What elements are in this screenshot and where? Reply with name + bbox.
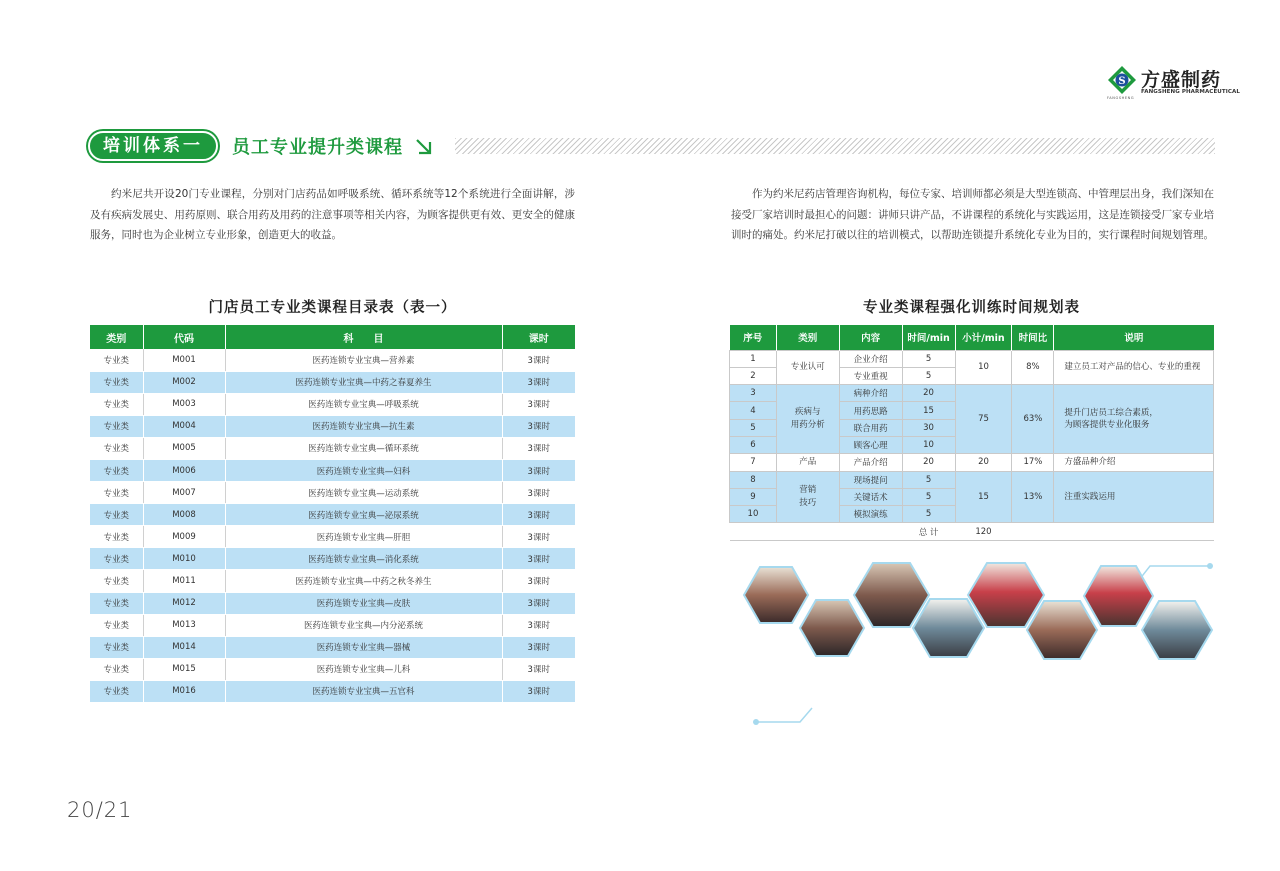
plan-total-spacer-right	[1012, 523, 1214, 540]
catalog-cell-category: 专业类	[90, 415, 143, 437]
photo-hex-2	[800, 600, 864, 656]
catalog-cell-hours: 3课时	[502, 482, 575, 504]
catalog-cell-subject: 医药连锁专业宝典—运动系统	[225, 482, 502, 504]
plan-cell-ratio: 8%	[1012, 350, 1054, 385]
plan-row	[730, 385, 1214, 402]
plan-cell-content: 病种介绍	[839, 385, 902, 402]
plan-total-value: 120	[955, 523, 1012, 540]
plan-cell-note: 注重实践运用	[1054, 471, 1214, 523]
catalog-cell-code: M010	[143, 548, 225, 570]
plan-row	[730, 454, 1214, 471]
catalog-cell-subject: 医药连锁专业宝典—肝胆	[225, 526, 502, 548]
plan-cell-time: 5	[902, 367, 955, 384]
catalog-cell-category: 专业类	[90, 393, 143, 415]
plan-cell-category: 产品	[776, 454, 839, 471]
photo-hex-1	[744, 567, 808, 623]
plan-cell-index: 10	[730, 506, 777, 523]
plan-cell-time: 5	[902, 350, 955, 367]
catalog-cell-subject: 医药连锁专业宝典—呼吸系统	[225, 393, 502, 415]
catalog-cell-category: 专业类	[90, 459, 143, 481]
catalog-row	[90, 459, 575, 481]
catalog-row	[90, 349, 575, 371]
photo-hex-5	[968, 563, 1044, 627]
section-title: 员工专业提升类课程	[232, 137, 403, 158]
decorative-hatch-band	[455, 138, 1215, 154]
plan-cell-index: 2	[730, 367, 777, 384]
company-logo-icon	[1107, 65, 1137, 95]
catalog-cell-category: 专业类	[90, 526, 143, 548]
catalog-cell-hours: 3课时	[502, 592, 575, 614]
page-number: 20/21	[67, 798, 133, 822]
intro-paragraph-right: 作为约米尼药店管理咨询机构，每位专家、培训师都必须是大型连锁高、中管理层出身，我们深知在接受厂家培训时最担心的问题：讲师只讲产品，不讲课程的系统化与实践运用，这是连锁接受厂家专业培训时的痛处。约米尼打破以往的培训模式，以帮助连锁提升系统化专业为目的，实行课程时间规划管理。	[731, 188, 1214, 241]
company-logo	[1107, 63, 1240, 100]
catalog-cell-category: 专业类	[90, 614, 143, 636]
catalog-header-row	[90, 325, 575, 349]
catalog-cell-code: M004	[143, 415, 225, 437]
catalog-cell-subject: 医药连锁专业宝典—中药之春夏养生	[225, 371, 502, 393]
catalog-row	[90, 371, 575, 393]
plan-row	[730, 471, 1214, 488]
plan-cell-time: 10	[902, 436, 955, 453]
catalog-cell-hours: 3课时	[502, 437, 575, 459]
catalog-cell-hours: 3课时	[502, 526, 575, 548]
catalog-cell-hours: 3课时	[502, 614, 575, 636]
plan-cell-content: 用药思路	[839, 402, 902, 419]
catalog-cell-subject: 医药连锁专业宝典—营养素	[225, 349, 502, 371]
catalog-cell-category: 专业类	[90, 548, 143, 570]
photo-hex-4	[913, 599, 984, 657]
training-plan-table	[729, 325, 1214, 541]
plan-cell-time: 20	[902, 385, 955, 402]
catalog-header-subject: 科 目	[225, 325, 502, 349]
plan-table-title: 专业类课程强化训练时间规划表	[863, 300, 1080, 316]
catalog-cell-hours: 3课时	[502, 636, 575, 658]
catalog-cell-category: 专业类	[90, 371, 143, 393]
plan-cell-time: 20	[902, 454, 955, 471]
catalog-cell-code: M009	[143, 526, 225, 548]
catalog-cell-code: M007	[143, 482, 225, 504]
training-photo-collage	[730, 560, 1230, 730]
catalog-cell-hours: 3课时	[502, 415, 575, 437]
plan-cell-category: 疾病与 用药分析	[776, 385, 839, 454]
photo-hex-8	[1142, 601, 1212, 659]
plan-cell-subtotal: 75	[955, 385, 1012, 454]
plan-header-time: 时间/min	[902, 325, 955, 350]
plan-cell-subtotal: 20	[955, 454, 1012, 471]
catalog-cell-hours: 3课时	[502, 393, 575, 415]
catalog-cell-subject: 医药连锁专业宝典—内分泌系统	[225, 614, 502, 636]
plan-cell-index: 6	[730, 436, 777, 453]
plan-header-index: 序号	[730, 325, 777, 350]
plan-cell-content: 模拟演练	[839, 506, 902, 523]
plan-cell-index: 9	[730, 488, 777, 505]
catalog-cell-code: M011	[143, 570, 225, 592]
plan-cell-ratio: 17%	[1012, 454, 1054, 471]
photo-hex-3	[854, 563, 929, 627]
catalog-row	[90, 636, 575, 658]
catalog-cell-subject: 医药连锁专业宝典—泌尿系统	[225, 504, 502, 526]
arrow-down-right-icon	[413, 136, 435, 158]
plan-cell-time: 30	[902, 419, 955, 436]
catalog-cell-category: 专业类	[90, 504, 143, 526]
plan-header-ratio: 时间比	[1012, 325, 1054, 350]
plan-cell-content: 顾客心理	[839, 436, 902, 453]
plan-header-note: 说明	[1054, 325, 1214, 350]
catalog-row	[90, 592, 575, 614]
catalog-cell-category: 专业类	[90, 570, 143, 592]
plan-cell-content: 企业介绍	[839, 350, 902, 367]
svg-text:S: S	[1118, 76, 1126, 87]
catalog-body	[90, 349, 575, 703]
plan-cell-ratio: 13%	[1012, 471, 1054, 523]
plan-cell-index: 5	[730, 419, 777, 436]
plan-cell-time: 15	[902, 402, 955, 419]
plan-cell-content: 现场提问	[839, 471, 902, 488]
plan-cell-time: 5	[902, 471, 955, 488]
catalog-row	[90, 570, 575, 592]
plan-total-row	[730, 523, 1214, 540]
plan-cell-content: 专业重视	[839, 367, 902, 384]
catalog-cell-hours: 3课时	[502, 504, 575, 526]
catalog-row	[90, 482, 575, 504]
catalog-cell-code: M005	[143, 437, 225, 459]
catalog-cell-category: 专业类	[90, 636, 143, 658]
catalog-row	[90, 526, 575, 548]
catalog-cell-subject: 医药连锁专业宝典—器械	[225, 636, 502, 658]
plan-cell-content: 联合用药	[839, 419, 902, 436]
catalog-cell-category: 专业类	[90, 349, 143, 371]
catalog-cell-hours: 3课时	[502, 658, 575, 680]
catalog-row	[90, 393, 575, 415]
plan-header-row	[730, 325, 1214, 350]
plan-cell-index: 4	[730, 402, 777, 419]
catalog-table-title: 门店员工专业类课程目录表（表一）	[208, 300, 457, 316]
catalog-cell-hours: 3课时	[502, 459, 575, 481]
catalog-cell-category: 专业类	[90, 680, 143, 702]
catalog-cell-code: M002	[143, 371, 225, 393]
catalog-cell-subject: 医药连锁专业宝典—妇科	[225, 459, 502, 481]
company-logo-english-small: FANGSHENG	[1107, 96, 1135, 100]
catalog-row	[90, 415, 575, 437]
catalog-row	[90, 548, 575, 570]
plan-cell-subtotal: 15	[955, 471, 1012, 523]
catalog-cell-code: M015	[143, 658, 225, 680]
catalog-cell-code: M012	[143, 592, 225, 614]
catalog-row	[90, 437, 575, 459]
plan-cell-category: 专业认可	[776, 350, 839, 385]
catalog-cell-subject: 医药连锁专业宝典—五官科	[225, 680, 502, 702]
plan-total-label: 总 计	[902, 523, 955, 540]
plan-cell-ratio: 63%	[1012, 385, 1054, 454]
catalog-cell-code: M003	[143, 393, 225, 415]
section-badge: 培训体系一	[88, 131, 218, 161]
plan-cell-time: 5	[902, 506, 955, 523]
catalog-cell-code: M008	[143, 504, 225, 526]
plan-cell-note: 建立员工对产品的信心、专业的重视	[1054, 350, 1214, 385]
catalog-row	[90, 504, 575, 526]
catalog-cell-category: 专业类	[90, 592, 143, 614]
company-logo-english: FANGSHENG PHARMACEUTICAL	[1141, 89, 1240, 95]
plan-cell-time: 5	[902, 488, 955, 505]
plan-cell-index: 3	[730, 385, 777, 402]
catalog-row	[90, 658, 575, 680]
catalog-header-code: 代码	[143, 325, 225, 349]
catalog-cell-hours: 3课时	[502, 371, 575, 393]
plan-cell-content: 关键话术	[839, 488, 902, 505]
company-logo-name: 方盛制药	[1141, 69, 1222, 91]
plan-body	[730, 350, 1214, 540]
plan-cell-content: 产品介绍	[839, 454, 902, 471]
catalog-cell-hours: 3课时	[502, 548, 575, 570]
plan-cell-subtotal: 10	[955, 350, 1012, 385]
catalog-cell-code: M006	[143, 459, 225, 481]
catalog-cell-category: 专业类	[90, 482, 143, 504]
plan-cell-note: 提升门店员工综合素质， 为顾客提供专业化服务	[1054, 385, 1214, 454]
plan-cell-index: 8	[730, 471, 777, 488]
plan-header-category: 类别	[776, 325, 839, 350]
catalog-cell-code: M014	[143, 636, 225, 658]
plan-row	[730, 350, 1214, 367]
catalog-cell-subject: 医药连锁专业宝典—抗生素	[225, 415, 502, 437]
intro-paragraph-left: 约米尼共开设20门专业课程，分别对门店药品如呼吸系统、循环系统等12个系统进行全面讲解，涉及有疾病发展史、用药原则、联合用药及用药的注意事项等相关内容，为顾客提供更有效、更安全的健康服务，同时也为企业树立专业形象，创造更大的收益。	[90, 188, 575, 241]
plan-total-spacer	[730, 523, 903, 540]
catalog-cell-code: M013	[143, 614, 225, 636]
plan-cell-category: 营销 技巧	[776, 471, 839, 523]
catalog-cell-subject: 医药连锁专业宝典—皮肤	[225, 592, 502, 614]
catalog-cell-subject: 医药连锁专业宝典—中药之秋冬养生	[225, 570, 502, 592]
plan-cell-index: 1	[730, 350, 777, 367]
catalog-header-category: 类别	[90, 325, 143, 349]
catalog-cell-category: 专业类	[90, 437, 143, 459]
plan-header-subtotal: 小计/min	[955, 325, 1012, 350]
catalog-cell-category: 专业类	[90, 658, 143, 680]
plan-cell-index: 7	[730, 454, 777, 471]
photo-hex-6	[1027, 601, 1097, 659]
catalog-cell-subject: 医药连锁专业宝典—儿科	[225, 658, 502, 680]
plan-cell-note: 方盛品种介绍	[1054, 454, 1214, 471]
catalog-cell-code: M016	[143, 680, 225, 702]
catalog-cell-hours: 3课时	[502, 349, 575, 371]
plan-header-content: 内容	[839, 325, 902, 350]
catalog-cell-subject: 医药连锁专业宝典—消化系统	[225, 548, 502, 570]
course-catalog-table	[90, 325, 575, 703]
catalog-cell-hours: 3课时	[502, 680, 575, 702]
catalog-cell-subject: 医药连锁专业宝典—循环系统	[225, 437, 502, 459]
catalog-header-hours: 课时	[502, 325, 575, 349]
catalog-cell-code: M001	[143, 349, 225, 371]
catalog-row	[90, 680, 575, 702]
catalog-cell-hours: 3课时	[502, 570, 575, 592]
catalog-row	[90, 614, 575, 636]
